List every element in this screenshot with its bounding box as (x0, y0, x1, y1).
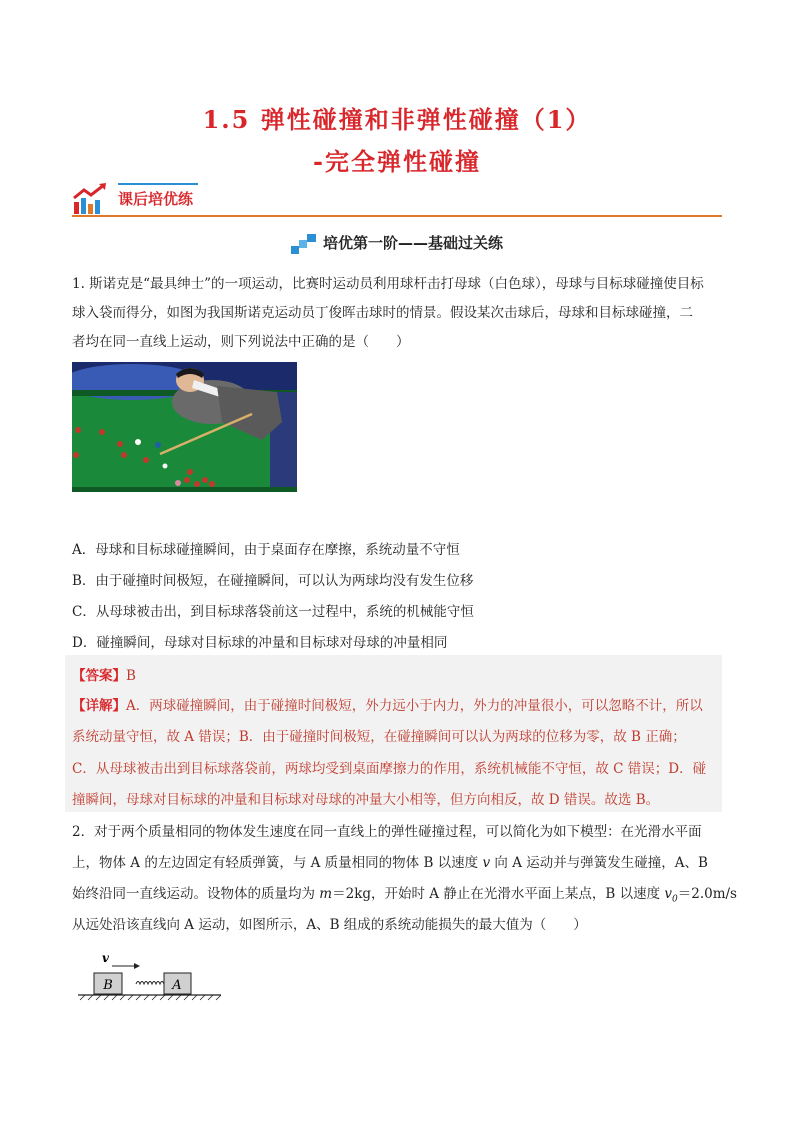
q1-detail-line1 (72, 694, 703, 714)
q1-detail-line3: C．从母球被击出到目标球落袋前，两球均受到桌面摩擦力的作用，系统机械能不守恒，故 C 错误；D．碰 (72, 761, 707, 777)
q2-line2-part2: 向 A 运动并与弹簧发生碰撞，A、B (490, 855, 708, 871)
page-title-line2: -完全弹性碰撞 (313, 147, 481, 176)
q2-line2-part1: 上，物体 A 的左边固定有轻质弹簧，与 A 质量相同的物体 B 以速度 (72, 855, 483, 871)
q1-option-b: B．由于碰撞时间极短，在碰撞瞬间，可以认为两球均没有发生位移 (72, 573, 474, 589)
q2-text-line3 (72, 882, 737, 905)
q2-velocity-symbol: v (482, 855, 491, 871)
q1-option-c: C．从母球被击出，到目标球落袋前这一过程中，系统的机械能守恒 (72, 604, 474, 620)
q1-detail-line4: 撞瞬间，母球对目标球的冲量和目标球对母球的冲量大小相等，但方向相反，故 D 错误。故选 B。 (72, 792, 660, 808)
q1-option-d: D．碰撞瞬间，母球对目标球的冲量和目标球对母球的冲量相同 (72, 635, 448, 651)
q2-text-line2 (72, 851, 708, 871)
q2-v0-symbol: v (664, 886, 672, 902)
q2-v0-subscript: 0 (672, 894, 678, 905)
growth-chart-icon (72, 182, 108, 216)
q2-line3-part3: ＝2.0m/s (677, 886, 737, 902)
detail-text-1: A．两球碰撞瞬间，由于碰撞时间极短，外力远小于内力，外力的冲量很小，可以忽略不计，所以 (126, 698, 703, 714)
q2-text-line1: 2．对于两个质量相同的物体发生速度在同一直线上的弹性碰撞过程，可以简化为如下模型：在光滑水平面 (72, 824, 702, 840)
spring-icon (136, 982, 164, 985)
spring-collision-diagram (76, 950, 226, 1002)
q1-text-line1: 1. 斯诺克是“最具绅士”的一项运动，比赛时运动员利用球杆击打母球（白色球），母球与目标球碰撞使目标 (72, 276, 704, 292)
q1-option-a: A．母球和目标球碰撞瞬间，由于桌面存在摩擦，系统动量不守恒 (72, 542, 460, 558)
q2-text-line4: 从远处沿该直线向 A 运动，如图所示，A、B 组成的系统动能损失的最大值为（ ） (72, 917, 587, 933)
sub-section-label: 培优第一阶——基础过关练 (322, 234, 503, 252)
block-b-label: B (103, 978, 113, 993)
detail-label: 【详解】 (72, 698, 126, 714)
steps-icon (291, 234, 317, 254)
q1-text-line3: 者均在同一直线上运动，则下列说法中正确的是（ ） (72, 334, 410, 350)
header-accent-line (118, 183, 198, 185)
section-label: 课后培优练 (118, 190, 194, 208)
velocity-label: v (102, 951, 109, 965)
q2-mass-symbol: m (319, 886, 333, 902)
answer-label: 【答案】 (72, 668, 126, 684)
q2-line3-part2: ＝2kg，开始时 A 静止在光滑水平面上某点，B 以速度 (332, 886, 665, 902)
q1-detail-line2: 系统动量守恒，故 A 错误；B．由于碰撞时间极短，在碰撞瞬间可以认为两球的位移为零，故 B 正确； (72, 729, 686, 745)
sub-section-header (0, 232, 794, 254)
section-divider (72, 215, 722, 217)
block-a-label: A (172, 978, 182, 993)
page-title-line1: 1.5 弹性碰撞和非弹性碰撞（1） (202, 105, 592, 134)
section-header (72, 180, 722, 218)
q1-text-line2: 球入袋而得分，如图为我国斯诺克运动员丁俊晖击球时的情景。假设某次击球后，母球和目标球碰撞，二 (72, 305, 693, 321)
q2-line3-part1: 始终沿同一直线运动。设物体的质量均为 (72, 886, 320, 902)
q1-answer (72, 664, 136, 684)
snooker-photo (72, 362, 297, 492)
answer-value: B (126, 668, 136, 684)
